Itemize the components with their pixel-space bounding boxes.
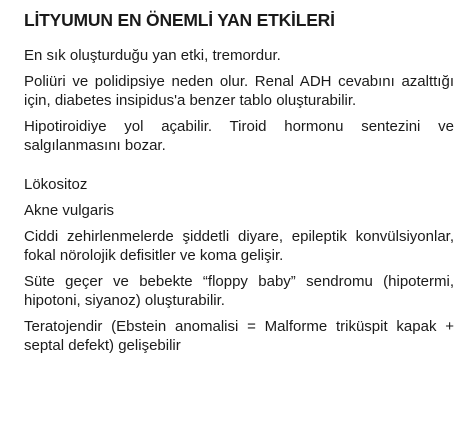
list-item-hypothyroidism: Hipotiroidiye yol açabilir. Tiroid hormonu sentezini ve salgılanmasını bozar. (24, 118, 454, 154)
list-item-tremor: En sık oluşturduğu yan etki, tremordur. (24, 47, 281, 64)
list-item-acne: Akne vulgaris (24, 202, 115, 219)
list-item-floppy-baby: Süte geçer ve bebekte “floppy baby” sendromu (hipotermi, hipotoni, siyanoz) oluşturabilir. (24, 273, 454, 309)
list-item-teratogen: Teratojendir (Ebstein anomalisi = Malforme triküspit kapak + septal defekt) gelişebilir (24, 318, 454, 354)
list-item-toxicity: Ciddi zehirlenmelerde şiddetli diyare, epileptik konvülsiyonlar, fokal nörolojik defisitler ve koma gelişir. (24, 228, 454, 264)
side-effects-list (24, 46, 454, 362)
list-item-polyuria: Poliüri ve polidipsiye neden olur. Renal ADH cevabını azalttığı için, diabetes insipidus'a benzer tablo oluşturabilir. (24, 73, 454, 109)
list-item-leukocytosis: Lökositoz (24, 176, 88, 193)
page-title: LİTYUMUN EN ÖNEMLİ YAN ETKİLERİ (24, 10, 335, 30)
